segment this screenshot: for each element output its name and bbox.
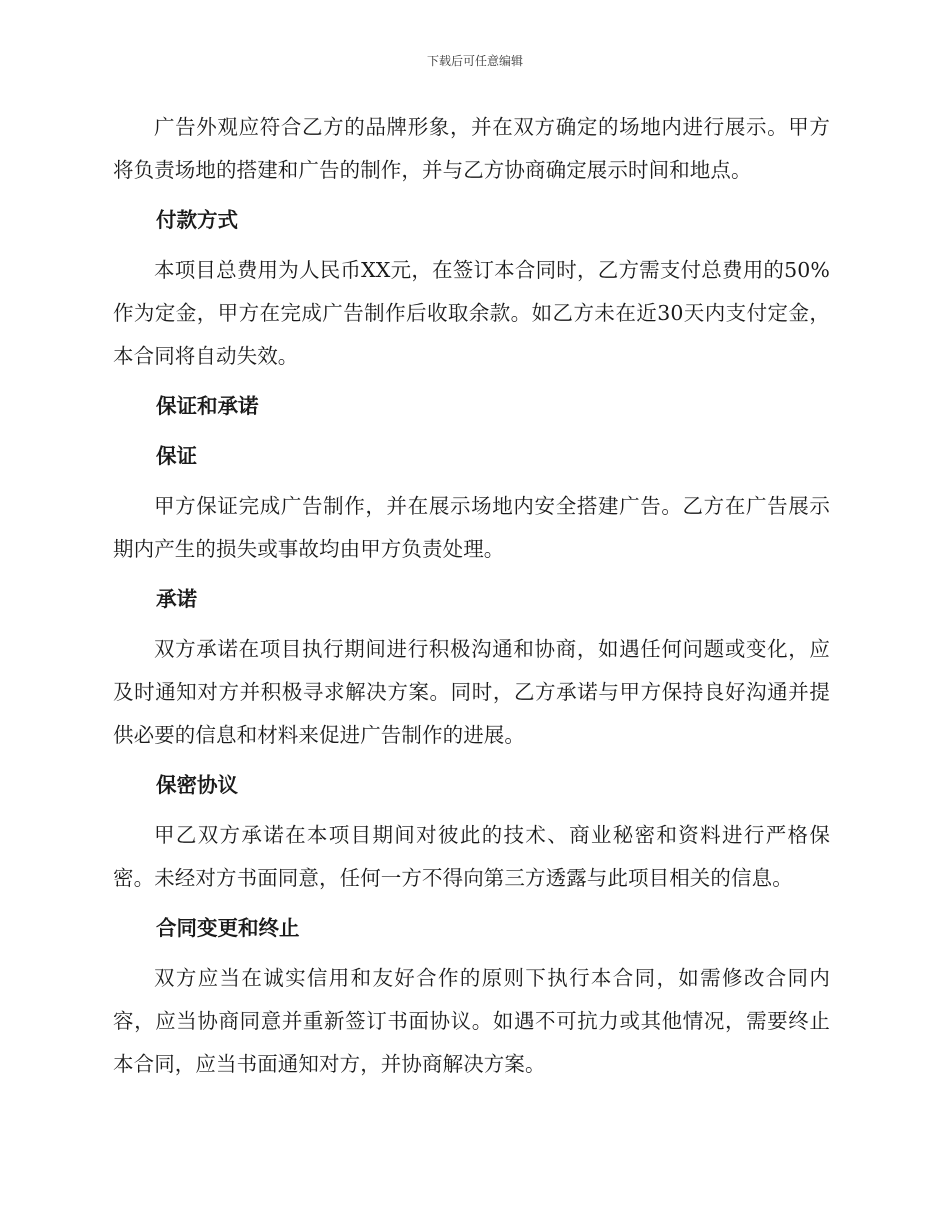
heading-guarantee: 保证 (156, 444, 197, 468)
paragraph-guarantee: 甲方保证完成广告制作，并在展示场地内安全搭建广告。乙方在广告展示期内产生的损失或事故均由甲方负责处理。 (113, 494, 830, 561)
heading-change-and-termination: 合同变更和终止 (156, 916, 300, 940)
paragraph-display-location: 广告外观应符合乙方的品牌形象，并在双方确定的场地内进行展示。甲方将负责场地的搭建和广告的制作，并与乙方协商确定展示时间和地点。 (113, 115, 830, 182)
heading-confidentiality: 保密协议 (156, 773, 238, 797)
paragraph-commitment: 双方承诺在项目执行期间进行积极沟通和协商，如遇任何问题或变化，应及时通知对方并积极寻求解决方案。同时，乙方承诺与甲方保持良好沟通并提供必要的信息和材料来促进广告制作的进展。 (113, 637, 830, 747)
heading-guarantee-and-commitment: 保证和承诺 (156, 394, 259, 418)
paragraph-confidentiality: 甲乙双方承诺在本项目期间对彼此的技术、商业秘密和资料进行严格保密。未经对方书面同意，任何一方不得向第三方透露与此项目相关的信息。 (113, 823, 830, 890)
paragraph-change-and-termination: 双方应当在诚实信用和友好合作的原则下执行本合同，如需修改合同内容，应当协商同意并重新签订书面协议。如遇不可抗力或其他情况，需要终止本合同，应当书面通知对方，并协商解决方案。 (113, 966, 830, 1076)
heading-payment-method: 付款方式 (156, 208, 238, 232)
document-body (113, 106, 830, 1086)
paragraph-payment-terms: 本项目总费用为人民币XX元，在签订本合同时，乙方需支付总费用的50%作为定金，甲方在完成广告制作后收取余款。如乙方未在近30天内支付定金，本合同将自动失效。 (113, 258, 830, 368)
page-header: 下载后可任意编辑 (426, 54, 523, 68)
heading-commitment: 承诺 (156, 587, 197, 611)
